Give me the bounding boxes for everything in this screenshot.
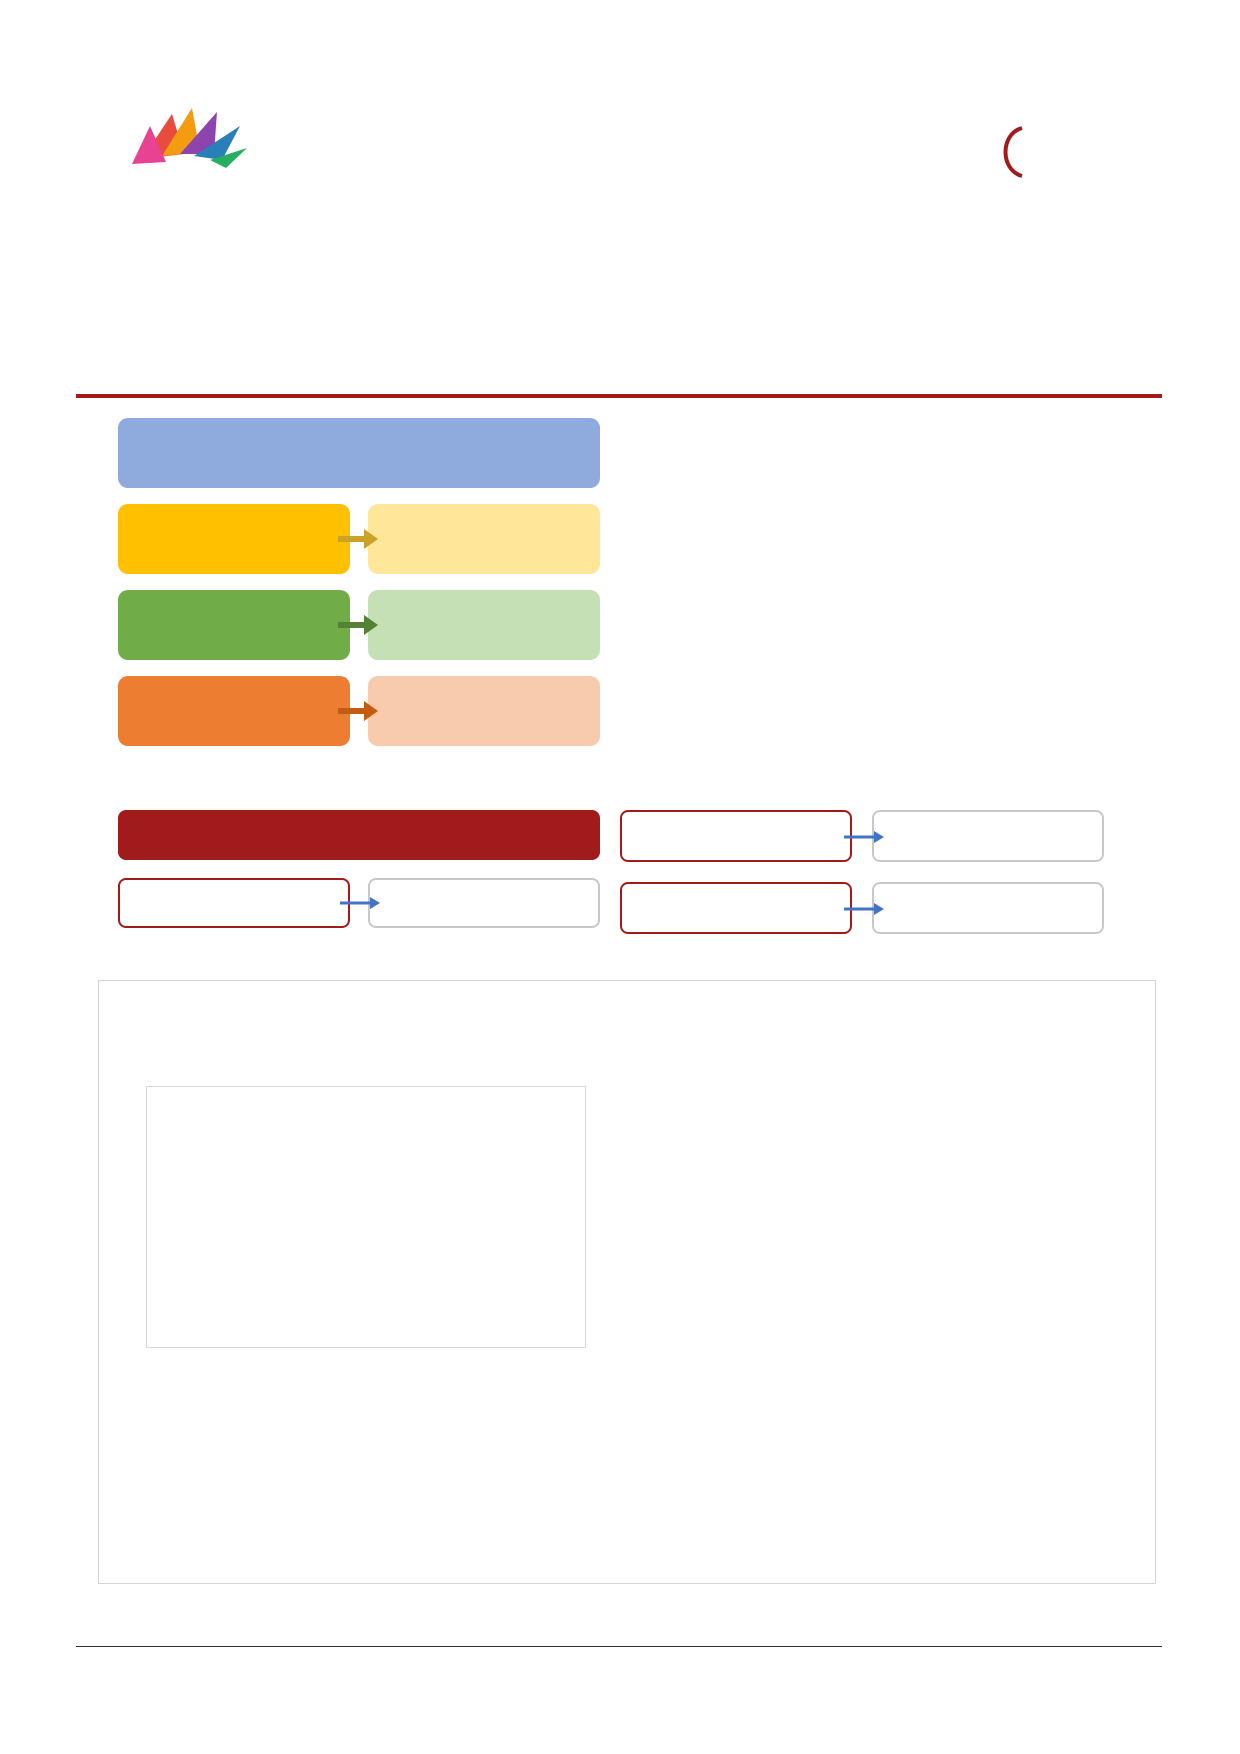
arrow-right-icon (338, 894, 382, 912)
mobilisation-box (118, 590, 350, 660)
program-head-box (118, 418, 600, 488)
arrow-right-icon (336, 526, 380, 552)
people-pictogram-group (960, 428, 1140, 580)
prestation-people-group (690, 630, 1030, 712)
satisfaction-bar-chart (146, 1086, 586, 1348)
modalites-box (368, 676, 600, 746)
arrow-right-icon (842, 828, 886, 846)
vagues-box (118, 878, 350, 928)
focus-result-box (872, 810, 1104, 862)
focus-groupes-box (620, 810, 852, 862)
prestations-box (118, 676, 350, 746)
top-divider (76, 394, 1162, 398)
entretiens-result-box (872, 882, 1104, 934)
logo-arc-graphic (996, 124, 1026, 180)
repondants-box (368, 878, 600, 928)
arrow-right-icon (336, 698, 380, 724)
entretiens-box (620, 882, 852, 934)
arrow-right-icon (842, 900, 886, 918)
partenariat-box (118, 504, 350, 574)
planete-publique-logo (996, 124, 1136, 184)
external-eval-head (118, 810, 600, 860)
arrow-right-icon (336, 612, 380, 638)
operateurs-box (368, 590, 600, 660)
bottom-divider (76, 1646, 1162, 1647)
en-sante-logo (122, 104, 262, 204)
logo-fan-graphic (122, 104, 262, 204)
partenaires-box (368, 504, 600, 574)
